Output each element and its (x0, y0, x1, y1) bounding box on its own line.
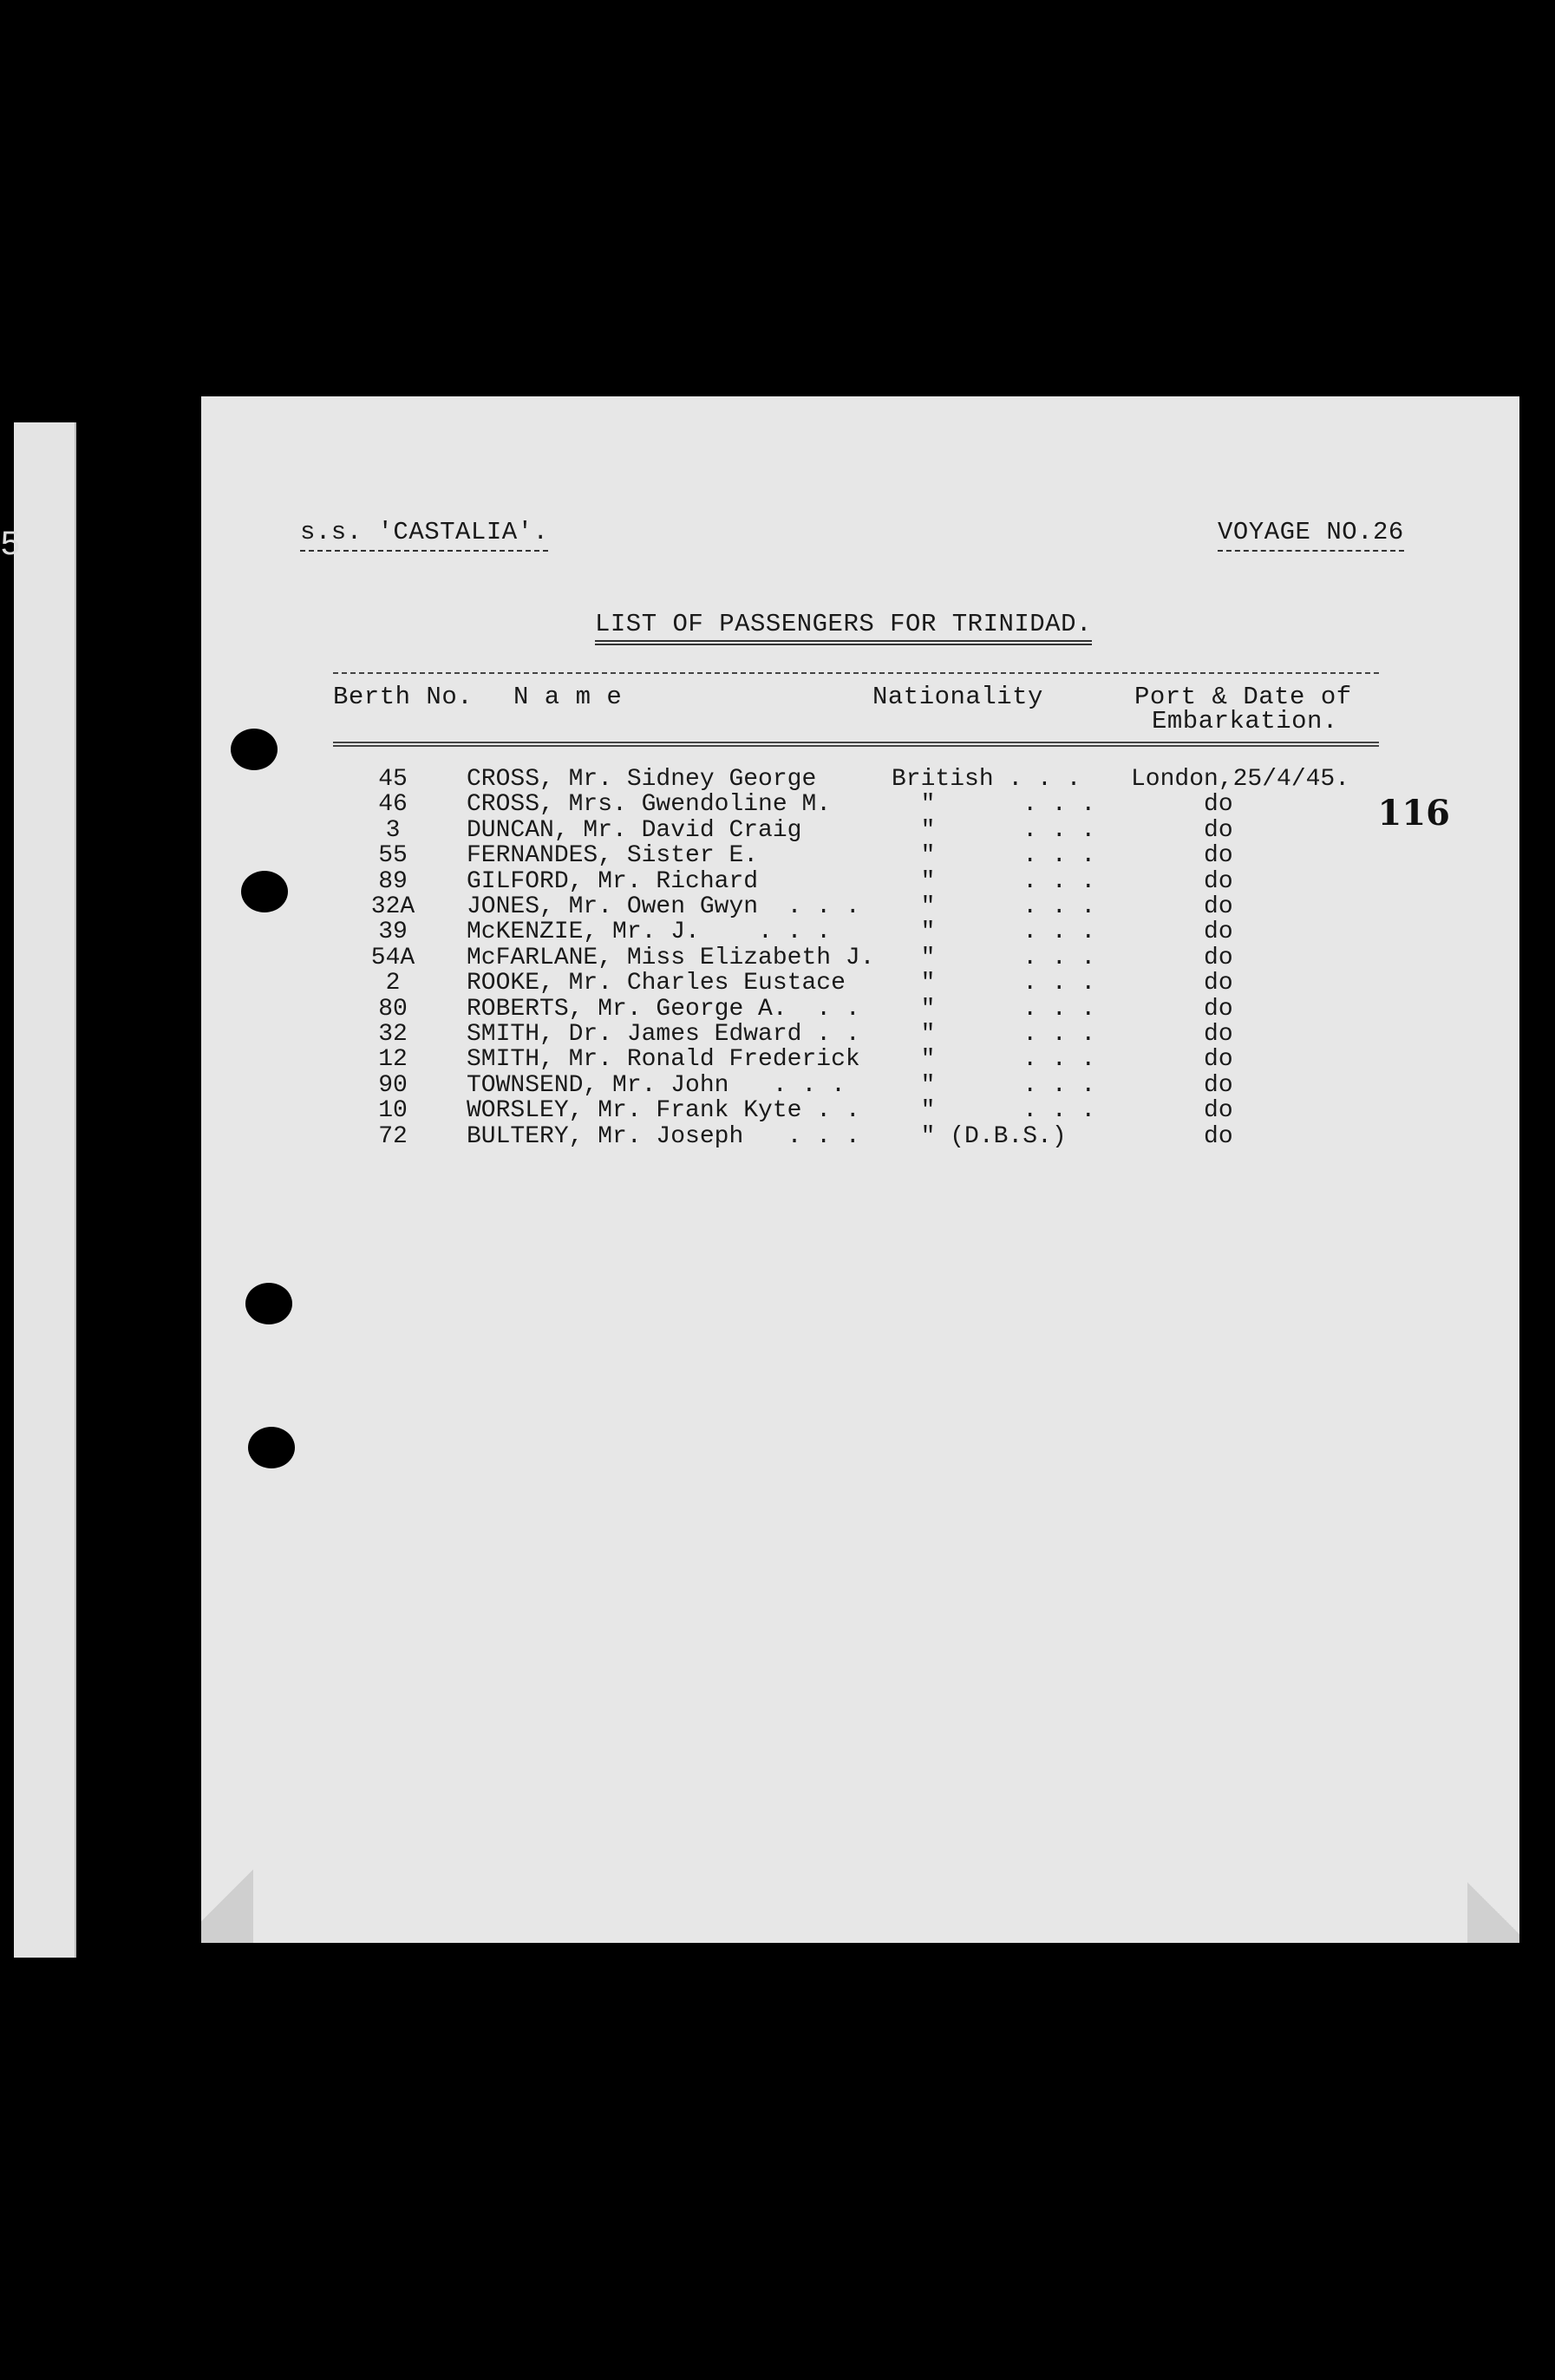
nationality-cell: " . . . (892, 995, 1096, 1023)
name-cell: TOWNSEND, Mr. John . . . (467, 1071, 846, 1099)
berth-cell: 54A (370, 944, 415, 971)
berth-cell: 45 (378, 766, 408, 793)
name-cell: ROOKE, Mr. Charles Eustace (467, 970, 846, 997)
nationality-cell: " . . . (892, 791, 1096, 819)
berth-cell: 39 (378, 919, 408, 946)
nationality-cell: " . . . (892, 867, 1096, 895)
name-cell: WORSLEY, Mr. Frank Kyte . . (467, 1097, 860, 1125)
port-cell: London,25/4/45. (1131, 766, 1350, 793)
nationality-cell: British . . . (892, 766, 1081, 793)
name-cell: BULTERY, Mr. Joseph . . . (467, 1122, 860, 1150)
name-cell: McFARLANE, Miss Elizabeth J. (467, 944, 875, 971)
page-title: LIST OF PASSENGERS FOR TRINIDAD. (595, 610, 1092, 645)
table-row (201, 817, 1519, 842)
port-cell: do (1131, 919, 1233, 946)
name-cell: SMITH, Mr. Ronald Frederick (467, 1046, 860, 1074)
berth-cell: 2 (385, 970, 401, 997)
name-cell: GILFORD, Mr. Richard (467, 867, 759, 895)
berth-cell: 12 (378, 1046, 408, 1074)
strip-edge-mark: 5 (0, 526, 22, 566)
port-cell: do (1131, 944, 1233, 971)
nationality-cell: " . . . (892, 1046, 1096, 1074)
port-cell: do (1131, 867, 1233, 895)
nationality-cell: " (D.B.S.) (892, 1122, 1067, 1150)
name-cell: CROSS, Mrs. Gwendoline M. (467, 791, 832, 819)
table-row (201, 1097, 1519, 1125)
table-row (201, 868, 1519, 893)
nationality-cell: " . . . (892, 842, 1096, 870)
nationality-cell: " . . . (892, 816, 1096, 844)
berth-cell: 10 (378, 1097, 408, 1125)
name-cell: JONES, Mr. Owen Gwyn . . . (467, 893, 860, 920)
header-name: N a m e (513, 683, 623, 711)
corner-fold (201, 1847, 253, 1943)
berth-cell: 80 (378, 995, 408, 1023)
port-cell: do (1131, 791, 1233, 819)
ship-name: s.s. 'CASTALIA'. (300, 518, 548, 552)
name-cell: CROSS, Mr. Sidney George (467, 766, 817, 793)
document-page (201, 396, 1519, 1943)
nationality-cell: " . . . (892, 893, 1096, 920)
berth-cell: 72 (378, 1122, 408, 1150)
name-cell: DUNCAN, Mr. David Craig (467, 816, 802, 844)
punch-hole (248, 1427, 295, 1468)
header-port-line2: Embarkation. (1152, 707, 1338, 736)
table-row (201, 1072, 1519, 1097)
nationality-cell: " . . . (892, 1021, 1096, 1048)
table-row (201, 919, 1519, 944)
berth-cell: 3 (385, 816, 401, 844)
port-cell: do (1131, 842, 1233, 870)
berth-cell: 32 (378, 1021, 408, 1048)
table-row (201, 970, 1519, 995)
port-cell: do (1131, 1122, 1233, 1150)
port-cell: do (1131, 1071, 1233, 1099)
name-cell: McKENZIE, Mr. J. . . . (467, 919, 832, 946)
header-berth: Berth No. (333, 683, 474, 711)
table-row (201, 1123, 1519, 1148)
table-row (201, 766, 1519, 791)
name-cell: SMITH, Dr. James Edward . . (467, 1021, 860, 1048)
name-cell: ROBERTS, Mr. George A. . . (467, 995, 860, 1023)
port-cell: do (1131, 816, 1233, 844)
berth-cell: 46 (378, 791, 408, 819)
nationality-cell: " . . . (892, 970, 1096, 997)
port-cell: do (1131, 995, 1233, 1023)
corner-fold (1467, 1873, 1519, 1943)
adjacent-page-strip (0, 422, 76, 1958)
header-port-line1: Port & Date of (1134, 683, 1352, 711)
table-row (201, 893, 1519, 919)
nationality-cell: " . . . (892, 944, 1096, 971)
page-number: 116 (1377, 793, 1450, 834)
table-row (201, 842, 1519, 870)
port-cell: do (1131, 1046, 1233, 1074)
nationality-cell: " . . . (892, 1097, 1096, 1125)
berth-cell: 55 (378, 842, 408, 870)
port-cell: do (1131, 1021, 1233, 1048)
port-cell: do (1131, 893, 1233, 920)
nationality-cell: " . . . (892, 1071, 1096, 1099)
berth-cell: 89 (378, 867, 408, 895)
voyage-number: VOYAGE NO.26 (1218, 518, 1404, 552)
table-row (201, 945, 1519, 970)
berth-cell: 90 (378, 1071, 408, 1099)
name-cell: FERNANDES, Sister E. (467, 842, 759, 870)
header-rule-bottom (333, 742, 1379, 747)
port-cell: do (1131, 970, 1233, 997)
table-row (201, 1046, 1519, 1074)
header-rule-top (333, 672, 1379, 674)
punch-hole (231, 729, 278, 770)
table-row (201, 1021, 1519, 1046)
punch-hole (245, 1283, 292, 1324)
port-cell: do (1131, 1097, 1233, 1125)
berth-cell: 32A (370, 893, 415, 920)
table-row (201, 996, 1519, 1021)
table-row (201, 791, 1519, 819)
nationality-cell: " . . . (892, 919, 1096, 946)
header-nationality: Nationality (872, 683, 1043, 711)
